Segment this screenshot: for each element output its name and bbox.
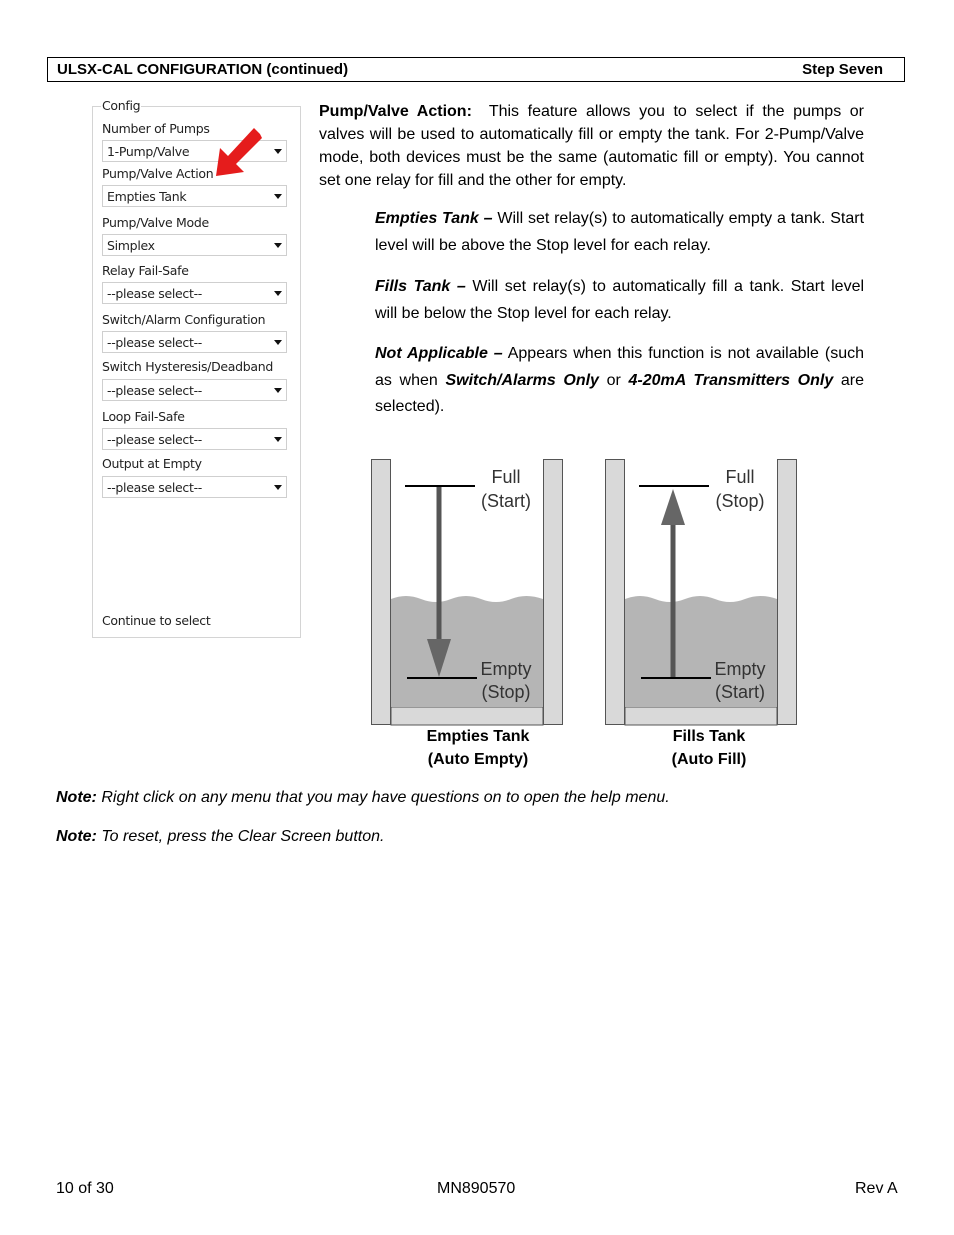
loop-fail-safe-select[interactable] (102, 428, 287, 450)
chevron-down-icon (274, 149, 282, 154)
field-label-pump-valve-action: Pump/Valve Action (102, 166, 214, 181)
field-label-switch-alarm-configuration: Switch/Alarm Configuration (102, 312, 266, 327)
note-label: Note: (56, 789, 97, 806)
fills-term: Fills Tank – (375, 278, 466, 295)
chevron-down-icon (274, 291, 282, 296)
config-panel (92, 98, 301, 638)
document-number: MN890570 (437, 1180, 516, 1197)
chevron-down-icon (274, 388, 282, 393)
left-top-label: Full (491, 467, 521, 487)
select-value: 1-Pump/Valve (107, 143, 190, 159)
note-help (56, 786, 916, 809)
na-text3: are selected). (375, 371, 864, 415)
pump-valve-mode-select[interactable] (102, 234, 287, 256)
chevron-down-icon (274, 340, 282, 345)
pump-valve-action-select[interactable] (102, 185, 287, 207)
select-value: --please select-- (107, 382, 203, 398)
na-em2: 4-20mA Transmitters Only (628, 371, 834, 389)
output-at-empty-select[interactable] (102, 476, 287, 498)
right-bottom-sublabel: (Start) (714, 682, 766, 702)
na-term: Not Applicable – (375, 345, 503, 362)
note-reset (56, 825, 916, 848)
section-title: ULSX-CAL CONFIGURATION (continued) (57, 61, 349, 78)
select-value: Empties Tank (107, 188, 187, 204)
select-value: --please select-- (107, 479, 203, 495)
field-label-output-at-empty: Output at Empty (102, 456, 202, 471)
field-label-relay-fail-safe: Relay Fail-Safe (102, 263, 189, 278)
empties-text: Will set relay(s) to automatically empty a tank. Start level will be above the Stop level for each relay. (375, 210, 865, 254)
switch-hysteresis-select[interactable] (102, 379, 287, 401)
step-label: Step Seven (802, 61, 883, 78)
note-text: To reset, press the Clear Screen button. (101, 828, 385, 845)
right-bottom-label: Empty (714, 659, 766, 679)
note-text: Right click on any menu that you may have questions on to open the help menu. (101, 789, 670, 806)
select-value: --please select-- (107, 431, 203, 447)
left-diagram-caption (378, 725, 578, 771)
empties-tank-option (375, 205, 864, 259)
fills-tank-option (375, 273, 864, 327)
fills-text: Will set relay(s) to automatically fill a tank. Start level will be below the Stop level for each relay. (375, 278, 865, 322)
relay-fail-safe-select[interactable] (102, 282, 287, 304)
intro-heading: Pump/Valve Action: (319, 103, 472, 120)
page-number: 10 of 30 (56, 1180, 114, 1197)
empties-tank-diagram (371, 459, 564, 726)
section-header (47, 57, 905, 82)
right-top-sublabel: (Stop) (715, 491, 765, 511)
field-label-number-of-pumps: Number of Pumps (102, 121, 210, 136)
left-caption-line2: (Auto Empty) (427, 751, 529, 768)
left-bottom-sublabel: (Stop) (481, 682, 531, 702)
chevron-down-icon (274, 194, 282, 199)
intro-paragraph (319, 100, 864, 192)
intro-text: This feature allows you to select if the pumps or valves will be used to automatically fill or empty the tank. For 2-Pump/Valve mode, both devices must be the same (automatic fill or empty). You cannot set one relay for fill and the other for empty. (319, 103, 865, 189)
field-label-switch-hysteresis: Switch Hysteresis/Deadband (102, 359, 274, 374)
field-label-loop-fail-safe: Loop Fail-Safe (102, 409, 185, 424)
select-value: --please select-- (107, 285, 203, 301)
chevron-down-icon (274, 437, 282, 442)
right-caption-line1: Fills Tank (672, 728, 746, 745)
chevron-down-icon (274, 485, 282, 490)
na-em1: Switch/Alarms Only (445, 371, 599, 389)
na-text1: Appears when this function is not available (such as when (375, 345, 864, 389)
right-top-label: Full (725, 467, 755, 487)
select-value: Simplex (107, 237, 155, 253)
red-arrow-icon (210, 128, 266, 180)
select-value: --please select-- (107, 334, 203, 350)
na-text2: or (606, 371, 621, 389)
revision: Rev A (855, 1180, 898, 1197)
config-legend: Config (102, 98, 141, 113)
switch-alarm-configuration-select[interactable] (102, 331, 287, 353)
chevron-down-icon (274, 243, 282, 248)
left-caption-line1: Empties Tank (426, 728, 530, 745)
empties-term: Empties Tank – (375, 210, 493, 227)
right-diagram-caption (609, 725, 809, 771)
field-label-pump-valve-mode: Pump/Valve Mode (102, 215, 209, 230)
left-top-sublabel: (Start) (480, 491, 532, 511)
fills-tank-diagram (605, 459, 798, 726)
note-label: Note: (56, 828, 97, 845)
left-bottom-label: Empty (480, 659, 532, 679)
right-caption-line2: (Auto Fill) (671, 751, 747, 768)
not-applicable-option (375, 341, 864, 421)
continue-prompt: Continue to select (102, 613, 211, 628)
